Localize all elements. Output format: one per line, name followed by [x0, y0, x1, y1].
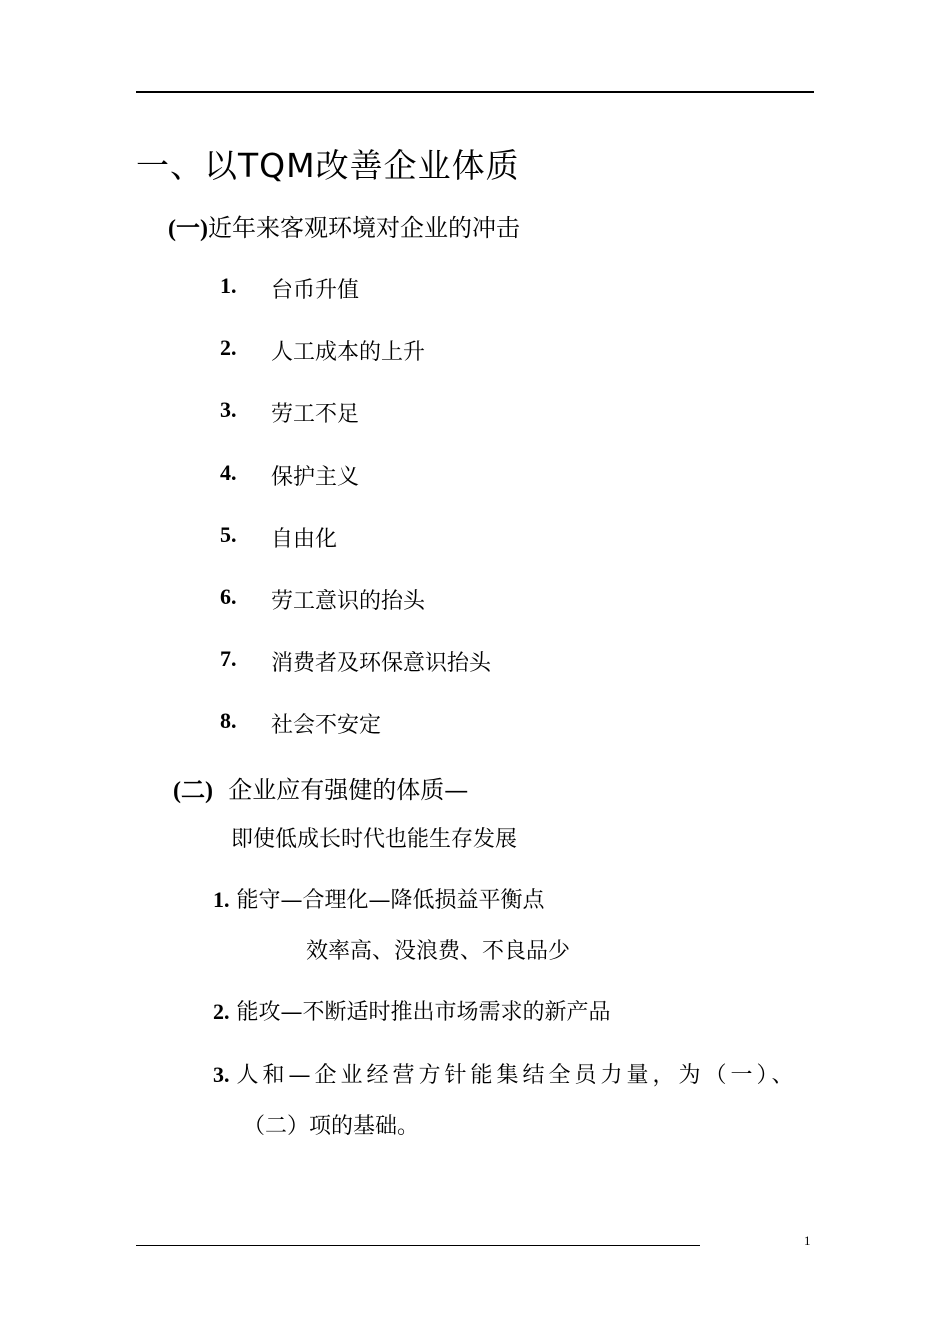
list-item-number: 5. [220, 522, 237, 547]
section-1-number: (一) [168, 216, 208, 242]
list-item-number: 6. [220, 584, 237, 609]
list-item-number: 2. [220, 335, 237, 360]
list-item-number: 4. [220, 460, 237, 485]
point-1 [213, 883, 545, 914]
point-3-text: 人和—企业经营方针能集结全员力量，为（一）、 [236, 1063, 798, 1088]
list-item-text: 保护主义 [271, 465, 360, 490]
point-2-text: 能攻—不断适时推出市场需求的新产品 [236, 1000, 611, 1025]
point-1-continuation: 效率高、没浪费、不良品少 [306, 939, 571, 964]
section-2-heading [173, 770, 468, 805]
header-rule [136, 91, 814, 93]
list-item-number: 8. [220, 708, 237, 733]
list-item-text: 劳工意识的抬头 [271, 589, 426, 614]
list-item-number: 7. [220, 646, 237, 671]
section-1-heading [168, 208, 520, 243]
section-2-subtitle: 即使低成长时代也能生存发展 [231, 827, 518, 852]
list-item-text: 人工成本的上升 [271, 340, 426, 365]
point-1-text: 能守—合理化—降低损益平衡点 [236, 888, 545, 913]
section-1-label: 近年来客观环境对企业的冲击 [207, 214, 520, 242]
list-item-text: 自由化 [271, 527, 338, 552]
page-title: 一、以TQM改善企业体质 [136, 146, 520, 185]
point-3-continuation: （二）项的基础。 [243, 1114, 420, 1139]
page-number: 1 [804, 1233, 811, 1248]
point-2-number: 2. [213, 999, 230, 1024]
list-item-text: 社会不安定 [271, 713, 382, 738]
section-2-number: (二) [173, 778, 213, 804]
point-3 [213, 1058, 798, 1089]
point-1-number: 1. [213, 887, 230, 912]
footer-rule [136, 1245, 700, 1246]
section-2-label: 企业应有强健的体质— [228, 776, 469, 804]
list-item-text: 台币升值 [271, 278, 360, 303]
list-item-text: 劳工不足 [271, 402, 360, 427]
list-item-number: 1. [220, 273, 237, 298]
point-2 [213, 995, 611, 1026]
list-item-number: 3. [220, 397, 237, 422]
point-3-number: 3. [213, 1062, 230, 1087]
list-item-text: 消费者及环保意识抬头 [271, 651, 492, 676]
